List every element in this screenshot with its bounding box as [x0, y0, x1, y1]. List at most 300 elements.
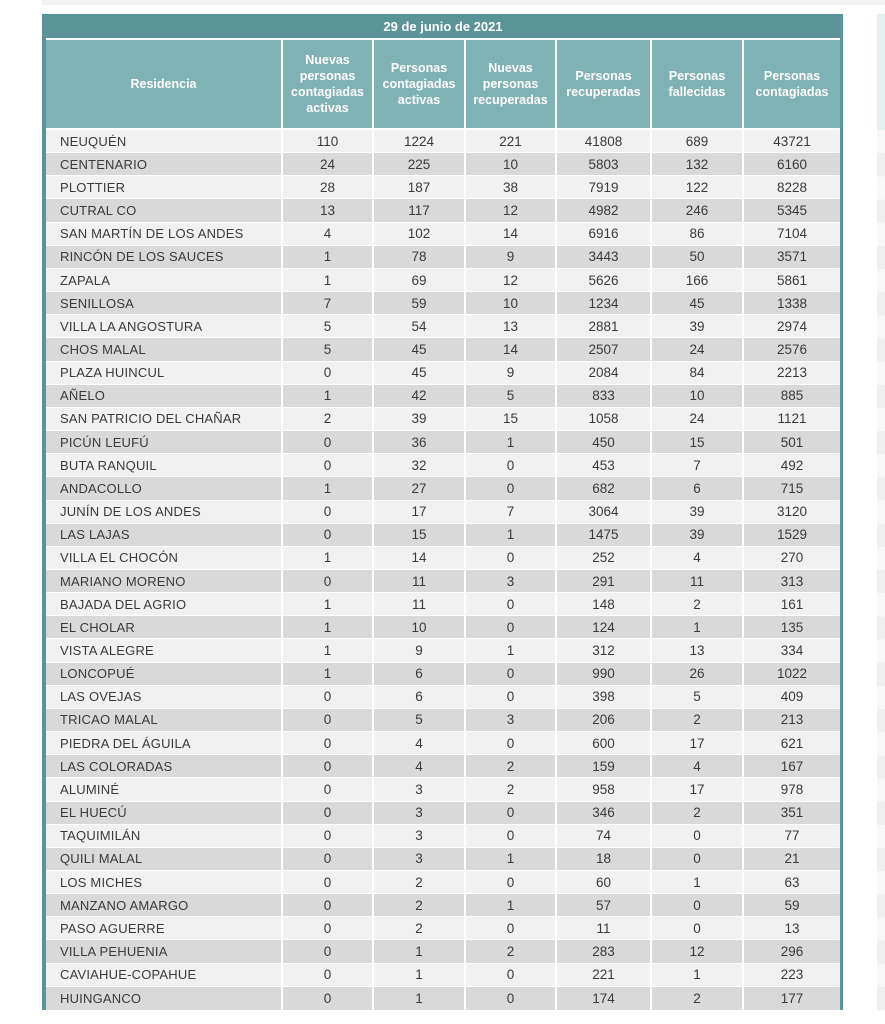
value-cell: 187 — [374, 176, 464, 198]
value-cell: 4982 — [557, 199, 650, 221]
value-cell: 0 — [466, 825, 555, 847]
value-cell: 2 — [652, 802, 742, 824]
value-cell: 2 — [466, 755, 555, 777]
residencia-cell: PICÚN LEUFÚ — [46, 431, 281, 453]
value-cell: 2 — [652, 709, 742, 731]
value-cell: 1 — [466, 524, 555, 546]
column-header: Personas fallecidas — [652, 40, 742, 128]
value-cell: 77 — [744, 825, 840, 847]
value-cell: 221 — [557, 964, 650, 986]
value-cell: 78 — [374, 246, 464, 268]
value-cell: 3443 — [557, 246, 650, 268]
residencia-cell: PIEDRA DEL ÁGUILA — [46, 732, 281, 754]
value-cell: 0 — [466, 477, 555, 499]
residencia-cell: CUTRAL CO — [46, 199, 281, 221]
value-cell: 0 — [283, 871, 372, 893]
value-cell: 885 — [744, 385, 840, 407]
residencia-cell: EL CHOLAR — [46, 616, 281, 638]
residencia-cell: RINCÓN DE LOS SAUCES — [46, 246, 281, 268]
table-row — [46, 871, 840, 894]
residencia-cell: LOS MICHES — [46, 871, 281, 893]
value-cell: 11 — [374, 570, 464, 592]
residencia-cell: ALUMINÉ — [46, 778, 281, 800]
table-date-title: 29 de junio de 2021 — [46, 14, 840, 38]
value-cell: 13 — [283, 199, 372, 221]
residencia-cell: MANZANO AMARGO — [46, 894, 281, 916]
value-cell: 0 — [283, 848, 372, 870]
value-cell: 1 — [283, 547, 372, 569]
residencia-cell: MARIANO MORENO — [46, 570, 281, 592]
value-cell: 11 — [652, 570, 742, 592]
value-cell: 312 — [557, 639, 650, 661]
residencia-cell: TRICAO MALAL — [46, 709, 281, 731]
value-cell: 124 — [557, 616, 650, 638]
value-cell: 39 — [652, 501, 742, 523]
adjacent-table-sliver-header — [877, 14, 885, 130]
value-cell: 2 — [374, 917, 464, 939]
value-cell: 4 — [374, 732, 464, 754]
value-cell: 10 — [374, 616, 464, 638]
residencia-cell: PLOTTIER — [46, 176, 281, 198]
value-cell: 39 — [652, 315, 742, 337]
table-row — [46, 223, 840, 246]
value-cell: 14 — [466, 223, 555, 245]
value-cell: 6916 — [557, 223, 650, 245]
value-cell: 0 — [283, 362, 372, 384]
residencia-cell: CENTENARIO — [46, 153, 281, 175]
value-cell: 0 — [283, 686, 372, 708]
value-cell: 2 — [652, 987, 742, 1010]
value-cell: 501 — [744, 431, 840, 453]
residencia-cell: JUNÍN DE LOS ANDES — [46, 501, 281, 523]
value-cell: 0 — [466, 547, 555, 569]
value-cell: 10 — [652, 385, 742, 407]
residencia-cell: LONCOPUÉ — [46, 663, 281, 685]
value-cell: 1 — [374, 987, 464, 1010]
table-row — [46, 130, 840, 153]
value-cell: 1 — [466, 894, 555, 916]
value-cell: 1 — [283, 477, 372, 499]
value-cell: 10 — [466, 292, 555, 314]
table-row — [46, 639, 840, 662]
value-cell: 978 — [744, 778, 840, 800]
value-cell: 833 — [557, 385, 650, 407]
value-cell: 5 — [283, 315, 372, 337]
table-row — [46, 709, 840, 732]
value-cell: 283 — [557, 940, 650, 962]
value-cell: 715 — [744, 477, 840, 499]
value-cell: 0 — [466, 454, 555, 476]
value-cell: 3064 — [557, 501, 650, 523]
table-row — [46, 616, 840, 639]
value-cell: 2 — [374, 894, 464, 916]
residencia-cell: NEUQUÉN — [46, 130, 281, 152]
value-cell: 7 — [466, 501, 555, 523]
value-cell: 1 — [283, 593, 372, 615]
value-cell: 206 — [557, 709, 650, 731]
value-cell: 9 — [466, 362, 555, 384]
value-cell: 213 — [744, 709, 840, 731]
value-cell: 2576 — [744, 338, 840, 360]
value-cell: 4 — [652, 755, 742, 777]
value-cell: 0 — [283, 802, 372, 824]
residencia-cell: SAN PATRICIO DEL CHAÑAR — [46, 408, 281, 430]
value-cell: 1 — [652, 871, 742, 893]
column-header: Personas contagiadas — [744, 40, 840, 128]
value-cell: 225 — [374, 153, 464, 175]
value-cell: 177 — [744, 987, 840, 1010]
value-cell: 6 — [374, 686, 464, 708]
value-cell: 3120 — [744, 501, 840, 523]
value-cell: 1 — [652, 964, 742, 986]
table-row — [46, 454, 840, 477]
table-row — [46, 825, 840, 848]
value-cell: 291 — [557, 570, 650, 592]
table-row — [46, 269, 840, 292]
value-cell: 24 — [652, 338, 742, 360]
value-cell: 4 — [652, 547, 742, 569]
value-cell: 45 — [374, 338, 464, 360]
table-row — [46, 431, 840, 454]
value-cell: 5 — [652, 686, 742, 708]
value-cell: 0 — [466, 917, 555, 939]
value-cell: 2507 — [557, 338, 650, 360]
value-cell: 60 — [557, 871, 650, 893]
value-cell: 102 — [374, 223, 464, 245]
residencia-cell: SENILLOSA — [46, 292, 281, 314]
value-cell: 0 — [283, 755, 372, 777]
value-cell: 12 — [466, 199, 555, 221]
value-cell: 7 — [652, 454, 742, 476]
residencia-cell: VILLA LA ANGOSTURA — [46, 315, 281, 337]
residencia-cell: VISTA ALEGRE — [46, 639, 281, 661]
residencia-cell: LAS OVEJAS — [46, 686, 281, 708]
value-cell: 270 — [744, 547, 840, 569]
value-cell: 69 — [374, 269, 464, 291]
value-cell: 14 — [466, 338, 555, 360]
value-cell: 1 — [466, 431, 555, 453]
value-cell: 0 — [283, 454, 372, 476]
value-cell: 15 — [374, 524, 464, 546]
value-cell: 57 — [557, 894, 650, 916]
table-row — [46, 292, 840, 315]
value-cell: 1022 — [744, 663, 840, 685]
value-cell: 2881 — [557, 315, 650, 337]
value-cell: 54 — [374, 315, 464, 337]
value-cell: 0 — [466, 964, 555, 986]
value-cell: 0 — [283, 570, 372, 592]
table-row — [46, 686, 840, 709]
value-cell: 5861 — [744, 269, 840, 291]
value-cell: 0 — [652, 894, 742, 916]
table-row — [46, 593, 840, 616]
residencia-cell: PLAZA HUINCUL — [46, 362, 281, 384]
value-cell: 4 — [283, 223, 372, 245]
value-cell: 74 — [557, 825, 650, 847]
value-cell: 8228 — [744, 176, 840, 198]
value-cell: 13 — [744, 917, 840, 939]
table-row — [46, 570, 840, 593]
value-cell: 1121 — [744, 408, 840, 430]
table-row — [46, 964, 840, 987]
value-cell: 246 — [652, 199, 742, 221]
value-cell: 334 — [744, 639, 840, 661]
table-row — [46, 732, 840, 755]
table-row — [46, 153, 840, 176]
value-cell: 7919 — [557, 176, 650, 198]
value-cell: 148 — [557, 593, 650, 615]
residencia-cell: CHOS MALAL — [46, 338, 281, 360]
value-cell: 2974 — [744, 315, 840, 337]
column-header: Nuevas personas recuperadas — [466, 40, 555, 128]
value-cell: 42 — [374, 385, 464, 407]
value-cell: 135 — [744, 616, 840, 638]
table-row — [46, 176, 840, 199]
residencia-cell: SAN MARTÍN DE LOS ANDES — [46, 223, 281, 245]
top-edge-strip — [42, 0, 885, 5]
value-cell: 958 — [557, 778, 650, 800]
value-cell: 5345 — [744, 199, 840, 221]
value-cell: 0 — [283, 987, 372, 1010]
value-cell: 689 — [652, 130, 742, 152]
value-cell: 59 — [744, 894, 840, 916]
table-row — [46, 385, 840, 408]
column-header: Personas contagiadas activas — [374, 40, 464, 128]
value-cell: 7104 — [744, 223, 840, 245]
value-cell: 132 — [652, 153, 742, 175]
value-cell: 2 — [466, 940, 555, 962]
column-header: Nuevas personas contagiadas activas — [283, 40, 372, 128]
value-cell: 5 — [374, 709, 464, 731]
value-cell: 5 — [283, 338, 372, 360]
value-cell: 6 — [652, 477, 742, 499]
value-cell: 32 — [374, 454, 464, 476]
value-cell: 3 — [466, 709, 555, 731]
value-cell: 450 — [557, 431, 650, 453]
table-row — [46, 917, 840, 940]
table-row — [46, 940, 840, 963]
value-cell: 2 — [283, 408, 372, 430]
value-cell: 1338 — [744, 292, 840, 314]
value-cell: 15 — [466, 408, 555, 430]
table-row — [46, 848, 840, 871]
value-cell: 398 — [557, 686, 650, 708]
value-cell: 0 — [466, 987, 555, 1010]
value-cell: 10 — [466, 153, 555, 175]
value-cell: 174 — [557, 987, 650, 1010]
value-cell: 0 — [283, 940, 372, 962]
value-cell: 27 — [374, 477, 464, 499]
value-cell: 11 — [374, 593, 464, 615]
table-row — [46, 524, 840, 547]
table-row — [46, 199, 840, 222]
residencia-cell: ZAPALA — [46, 269, 281, 291]
table-row — [46, 987, 840, 1010]
value-cell: 0 — [283, 431, 372, 453]
value-cell: 1 — [283, 639, 372, 661]
value-cell: 24 — [283, 153, 372, 175]
value-cell: 4 — [374, 755, 464, 777]
value-cell: 50 — [652, 246, 742, 268]
value-cell: 167 — [744, 755, 840, 777]
value-cell: 110 — [283, 130, 372, 152]
value-cell: 1224 — [374, 130, 464, 152]
table-row — [46, 408, 840, 431]
value-cell: 122 — [652, 176, 742, 198]
residencia-cell: ANDACOLLO — [46, 477, 281, 499]
adjacent-table-sliver-rows — [877, 130, 885, 1010]
residencia-cell: BUTA RANQUIL — [46, 454, 281, 476]
value-cell: 0 — [652, 917, 742, 939]
residencia-cell: BAJADA DEL AGRIO — [46, 593, 281, 615]
adjacent-table-sliver — [877, 14, 885, 1010]
value-cell: 0 — [652, 848, 742, 870]
residencia-cell: LAS COLORADAS — [46, 755, 281, 777]
value-cell: 409 — [744, 686, 840, 708]
value-cell: 0 — [283, 825, 372, 847]
value-cell: 223 — [744, 964, 840, 986]
value-cell: 14 — [374, 547, 464, 569]
value-cell: 1 — [466, 848, 555, 870]
value-cell: 39 — [374, 408, 464, 430]
table-header-row — [46, 40, 840, 128]
value-cell: 682 — [557, 477, 650, 499]
value-cell: 1 — [283, 269, 372, 291]
value-cell: 1 — [283, 663, 372, 685]
value-cell: 6 — [374, 663, 464, 685]
table-row — [46, 477, 840, 500]
value-cell: 221 — [466, 130, 555, 152]
value-cell: 0 — [283, 778, 372, 800]
residencia-cell: VILLA PEHUENIA — [46, 940, 281, 962]
value-cell: 43721 — [744, 130, 840, 152]
value-cell: 17 — [652, 732, 742, 754]
value-cell: 63 — [744, 871, 840, 893]
value-cell: 0 — [283, 732, 372, 754]
table-row — [46, 663, 840, 686]
value-cell: 0 — [466, 686, 555, 708]
residencia-cell: TAQUIMILÁN — [46, 825, 281, 847]
value-cell: 1 — [283, 616, 372, 638]
value-cell: 1475 — [557, 524, 650, 546]
value-cell: 2 — [466, 778, 555, 800]
value-cell: 0 — [283, 894, 372, 916]
value-cell: 159 — [557, 755, 650, 777]
value-cell: 3 — [374, 825, 464, 847]
residencia-cell: CAVIAHUE-COPAHUE — [46, 964, 281, 986]
table-row — [46, 315, 840, 338]
value-cell: 24 — [652, 408, 742, 430]
value-cell: 0 — [283, 964, 372, 986]
value-cell: 1234 — [557, 292, 650, 314]
value-cell: 0 — [283, 709, 372, 731]
value-cell: 38 — [466, 176, 555, 198]
value-cell: 18 — [557, 848, 650, 870]
value-cell: 3 — [374, 802, 464, 824]
table-row — [46, 778, 840, 801]
value-cell: 1 — [374, 940, 464, 962]
value-cell: 0 — [652, 825, 742, 847]
value-cell: 2 — [374, 871, 464, 893]
value-cell: 161 — [744, 593, 840, 615]
value-cell: 1529 — [744, 524, 840, 546]
value-cell: 1 — [283, 385, 372, 407]
table-row — [46, 755, 840, 778]
value-cell: 26 — [652, 663, 742, 685]
value-cell: 36 — [374, 431, 464, 453]
value-cell: 166 — [652, 269, 742, 291]
value-cell: 1 — [374, 964, 464, 986]
residencia-cell: QUILI MALAL — [46, 848, 281, 870]
value-cell: 600 — [557, 732, 650, 754]
value-cell: 1 — [283, 246, 372, 268]
value-cell: 12 — [466, 269, 555, 291]
value-cell: 11 — [557, 917, 650, 939]
value-cell: 0 — [283, 917, 372, 939]
covid-residence-table — [42, 14, 843, 1010]
table-row — [46, 894, 840, 917]
value-cell: 1 — [652, 616, 742, 638]
value-cell: 351 — [744, 802, 840, 824]
value-cell: 39 — [652, 524, 742, 546]
table-body — [46, 130, 840, 1010]
value-cell: 346 — [557, 802, 650, 824]
value-cell: 59 — [374, 292, 464, 314]
value-cell: 0 — [283, 501, 372, 523]
residencia-cell: AÑELO — [46, 385, 281, 407]
value-cell: 621 — [744, 732, 840, 754]
value-cell: 296 — [744, 940, 840, 962]
value-cell: 12 — [652, 940, 742, 962]
residencia-cell: VILLA EL CHOCÓN — [46, 547, 281, 569]
value-cell: 990 — [557, 663, 650, 685]
value-cell: 117 — [374, 199, 464, 221]
value-cell: 6160 — [744, 153, 840, 175]
value-cell: 252 — [557, 547, 650, 569]
value-cell: 13 — [466, 315, 555, 337]
residencia-cell: LAS LAJAS — [46, 524, 281, 546]
value-cell: 84 — [652, 362, 742, 384]
value-cell: 13 — [652, 639, 742, 661]
value-cell: 15 — [652, 431, 742, 453]
value-cell: 0 — [466, 593, 555, 615]
table-row — [46, 501, 840, 524]
column-header: Personas recuperadas — [557, 40, 650, 128]
value-cell: 5803 — [557, 153, 650, 175]
value-cell: 0 — [466, 802, 555, 824]
value-cell: 3 — [374, 778, 464, 800]
value-cell: 1 — [466, 639, 555, 661]
residencia-cell: EL HUECÚ — [46, 802, 281, 824]
table-row — [46, 338, 840, 361]
column-header: Residencia — [46, 40, 281, 128]
value-cell: 21 — [744, 848, 840, 870]
value-cell: 313 — [744, 570, 840, 592]
value-cell: 0 — [466, 663, 555, 685]
value-cell: 45 — [652, 292, 742, 314]
value-cell: 28 — [283, 176, 372, 198]
value-cell: 0 — [466, 871, 555, 893]
residencia-cell: PASO AGUERRE — [46, 917, 281, 939]
value-cell: 0 — [466, 732, 555, 754]
value-cell: 3 — [466, 570, 555, 592]
value-cell: 0 — [283, 524, 372, 546]
residencia-cell: HUINGANCO — [46, 987, 281, 1010]
value-cell: 9 — [466, 246, 555, 268]
value-cell: 2084 — [557, 362, 650, 384]
table-row — [46, 246, 840, 269]
value-cell: 1058 — [557, 408, 650, 430]
